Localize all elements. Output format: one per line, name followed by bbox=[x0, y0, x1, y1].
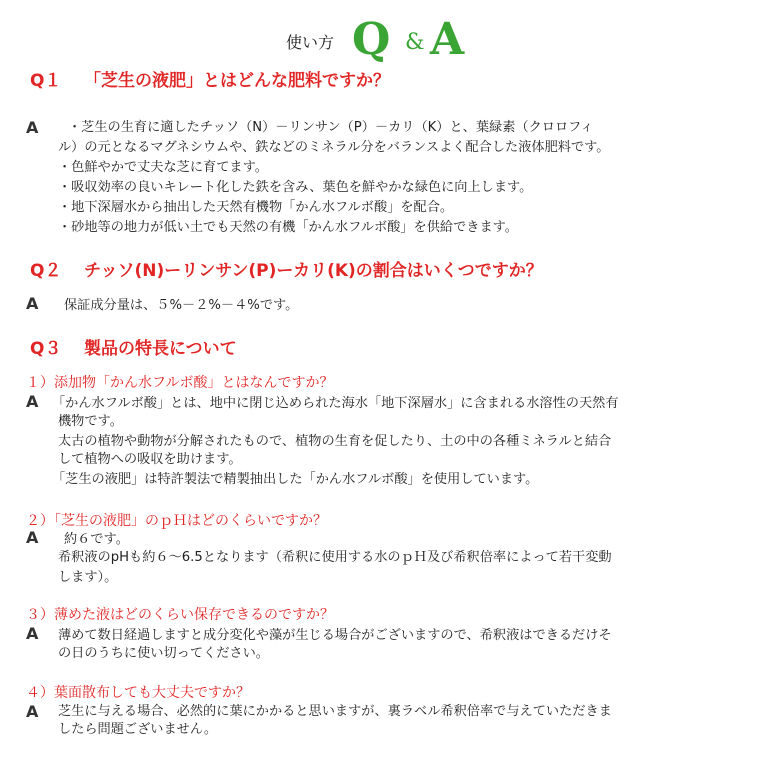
q2-title-text: チッソ(N)ーリンサン(P)ーカリ(K)の割合はいくつですか？ bbox=[84, 261, 543, 281]
q3-1-answer-line-4: して植物への吸収を助けます。 bbox=[58, 452, 242, 467]
header-a-letter: A bbox=[430, 14, 464, 65]
q3-3-question: ３）薄めた液はどのくらい保存できるのですか？ bbox=[26, 607, 334, 623]
q2-title bbox=[30, 256, 543, 281]
header-label: 使い方 bbox=[286, 33, 335, 52]
q3-4-answer-line-2: したら問題ございません。 bbox=[58, 722, 218, 737]
q3-1-answer-line-3: 太古の植物や動物が分解されたもので、植物の生育を促したり、土の中の各種ミネラルと結合 bbox=[58, 434, 612, 449]
q1-answer-mark: A bbox=[26, 118, 39, 137]
q3-4-answer-line-1: 芝生に与える場合、必然的に葉にかかると思いますが、裏ラベル希釈倍率で与えていただきま bbox=[58, 704, 612, 719]
q3-2-answer-mark: A bbox=[26, 528, 39, 547]
header-q-letter: Q bbox=[352, 14, 390, 65]
q3-1-answer-line-2: 機物です。 bbox=[58, 414, 123, 429]
q3-title bbox=[30, 334, 237, 359]
q3-3-answer-mark: A bbox=[26, 624, 39, 643]
q3-1-question: １）添加物「かん水フルボ酸」とはなんですか？ bbox=[26, 375, 334, 391]
q2-answer: 保証成分量は、５%－２%－４%です。 bbox=[64, 298, 299, 313]
q1-answer-line-1: ・芝生の生育に適したチッソ（N）－リンサン（P）－カリ（K）と、葉緑素（クロロフィ bbox=[68, 120, 594, 135]
q3-3-answer-line-2: の日のうちに使い切ってください。 bbox=[58, 646, 269, 661]
q1-title bbox=[30, 66, 390, 91]
q1-answer-line-3: ・色鮮やかで丈夫な芝に育てます。 bbox=[58, 160, 268, 175]
q1-number: Q１ bbox=[30, 71, 62, 91]
q2-number: Q２ bbox=[30, 261, 62, 281]
q1-title-text: 「芝生の液肥」とはどんな肥料ですか？ bbox=[84, 71, 390, 91]
page-header bbox=[0, 8, 760, 64]
q3-4-question: ４）葉面散布しても大丈夫ですか？ bbox=[26, 685, 250, 701]
q3-title-text: 製品の特長について bbox=[84, 339, 237, 359]
q3-2-answer-line-3: します）。 bbox=[58, 570, 118, 585]
q3-1-answer-line-5: 「芝生の液肥」は特許製法で精製抽出した「かん水フルボ酸」を使用しています。 bbox=[52, 472, 539, 487]
q3-2-question: ２）「芝生の液肥」のｐＨはどのくらいですか？ bbox=[26, 513, 327, 529]
q2-answer-mark: A bbox=[26, 294, 39, 313]
q1-answer-line-4: ・吸収効率の良いキレート化した鉄を含み、葉色を鮮やかな緑色に向上します。 bbox=[58, 180, 533, 195]
q3-1-answer-mark: A bbox=[26, 392, 39, 411]
q3-1-answer-line-1: 「かん水フルボ酸」とは、地中に閉じ込められた海水「地下深層水」に含まれる水溶性の天然有 bbox=[52, 396, 619, 411]
q1-answer-line-2: ル）の元となるマグネシウムや、鉄などのミネラル分をバランスよく配合した液体肥料です。 bbox=[58, 140, 610, 155]
q1-answer-line-5: ・地下深層水から抽出した天然有機物「かん水フルボ酸」を配合。 bbox=[58, 200, 454, 215]
q3-4-answer-mark: A bbox=[26, 702, 39, 721]
q3-2-answer-line-1: 約６です。 bbox=[64, 532, 129, 547]
q3-number: Q３ bbox=[30, 339, 62, 359]
header-ampersand: & bbox=[405, 30, 425, 55]
q1-answer-line-6: ・砂地等の地力が低い土でも天然の有機「かん水フルボ酸」を供給できます。 bbox=[58, 220, 518, 235]
q3-2-answer-line-2: 希釈液のpHも約６～6.5となります（希釈に使用する水のｐＨ及び希釈倍率によって若干変動 bbox=[58, 550, 612, 565]
q3-3-answer-line-1: 薄めて数日経過しますと成分変化や藻が生じる場合がございますので、希釈液はできるだけそ bbox=[58, 628, 612, 643]
